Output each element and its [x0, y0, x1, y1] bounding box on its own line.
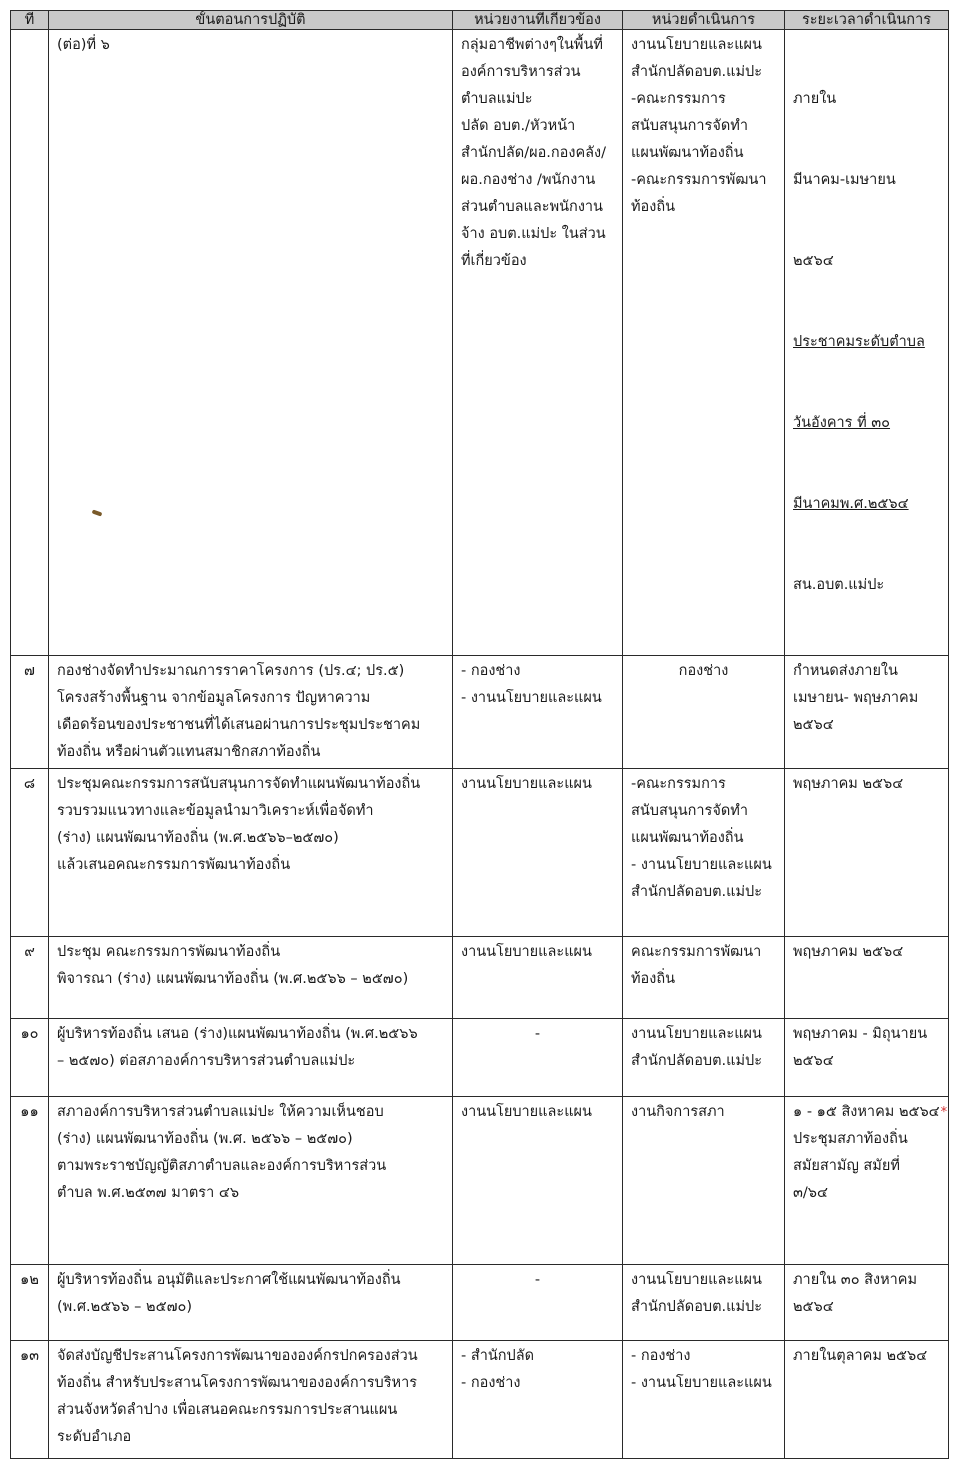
operator-line: งานนโยบายและแผน: [631, 1026, 762, 1042]
operator-line: งานนโยบายและแผน: [631, 37, 762, 53]
related-line: - สำนักปลัด: [461, 1348, 535, 1364]
step-cell: [49, 656, 453, 769]
period-cell: [785, 1097, 949, 1265]
step-line: ประชุมคณะกรรมการสนับสนุนการจัดทำแผนพัฒนาท้องถิ่น: [57, 776, 421, 792]
period-line: สมัยสามัญ สมัยที่: [793, 1158, 900, 1174]
header-row: [11, 11, 949, 30]
operator-line: แผนพัฒนาท้องถิ่น: [631, 145, 744, 161]
row-number: ๙: [11, 937, 49, 1019]
period-line: มีนาคม-เมษายน: [793, 172, 896, 188]
operator-line: งานนโยบายและแผน: [631, 1272, 762, 1288]
header-operator: หน่วยดำเนินการ: [623, 11, 785, 30]
operator-line: ท้องถิ่น: [631, 971, 676, 987]
step-cell: [49, 937, 453, 1019]
operator-line: -คณะกรรมการพัฒนา: [631, 172, 767, 188]
step-cell: [49, 1341, 453, 1459]
row-number: ๗: [11, 656, 49, 769]
step-line: ส่วนจังหวัดลำปาง เพื่อเสนอคณะกรรมการประสานแผน: [57, 1402, 398, 1418]
related-line: จ้าง อบต.แม่ปะ ในส่วน: [461, 226, 606, 242]
operator-line: สำนักปลัดอบต.แม่ปะ: [631, 1053, 763, 1069]
operator-line: สนับสนุนการจัดทำ: [631, 803, 748, 819]
schedule-table: [10, 10, 949, 1459]
period-line: ๒๕๖๔: [793, 1053, 834, 1069]
operator-line: -คณะกรรมการ: [631, 776, 726, 792]
step-cell: [49, 769, 453, 937]
period-line: ภายในตุลาคม ๒๕๖๔: [793, 1348, 928, 1364]
related-cell: [453, 1019, 623, 1097]
table-row: [11, 1265, 949, 1341]
step-cell: [49, 1265, 453, 1341]
period-line: สน.อบต.แม่ปะ: [793, 577, 885, 593]
row-number: ๘: [11, 769, 49, 937]
operator-line: แผนพัฒนาท้องถิ่น: [631, 830, 744, 846]
step-line: แล้วเสนอคณะกรรมการพัฒนาท้องถิ่น: [57, 857, 291, 873]
operator-cell: [623, 656, 785, 769]
operator-line: -คณะกรรมการ: [631, 91, 726, 107]
step-line: (ร่าง) แผนพัฒนาท้องถิ่น (พ.ศ. ๒๕๖๖ – ๒๕๗๐): [57, 1131, 353, 1147]
operator-line: - กองช่าง: [631, 1348, 691, 1364]
asterisk-mark: *: [940, 1105, 948, 1120]
period-line: พฤษภาคม ๒๕๖๔: [793, 944, 904, 960]
period-cell: [785, 656, 949, 769]
step-cell: [49, 30, 453, 656]
related-line: ผอ.กองช่าง /พนักงาน: [461, 172, 596, 188]
step-line: พิจารณา (ร่าง) แผนพัฒนาท้องถิ่น (พ.ศ.๒๕๖๖ – ๒๕๗๐): [57, 971, 409, 987]
operator-line: สำนักปลัดอบต.แม่ปะ: [631, 884, 763, 900]
period-cell: [785, 30, 949, 656]
period-line: มีนาคมพ.ศ.๒๕๖๔: [793, 496, 909, 512]
table-row: [11, 1019, 949, 1097]
related-line: ปลัด อบต./หัวหน้า: [461, 118, 576, 134]
operator-cell: [623, 937, 785, 1019]
operator-cell: [623, 1019, 785, 1097]
related-line: องค์การบริหารส่วน: [461, 64, 581, 80]
row-number: ๑๐: [11, 1019, 49, 1097]
operator-line: สำนักปลัดอบต.แม่ปะ: [631, 64, 763, 80]
period-line: ประชุมสภาท้องถิ่น: [793, 1131, 908, 1147]
period-cell: [785, 769, 949, 937]
step-cell: [49, 1097, 453, 1265]
header-no: ที่: [11, 11, 49, 30]
period-line: กำหนดส่งภายใน: [793, 663, 898, 679]
operator-cell: [623, 30, 785, 656]
related-line: - งานนโยบายและแผน: [461, 690, 602, 706]
related-cell: [453, 1097, 623, 1265]
step-cell: [49, 1019, 453, 1097]
operator-line: ท้องถิ่น: [631, 199, 676, 215]
related-line: งานนโยบายและแผน: [461, 1104, 592, 1120]
related-cell: [453, 1265, 623, 1341]
header-period: ระยะเวลาดำเนินการ: [785, 11, 949, 30]
related-line: งานนโยบายและแผน: [461, 776, 592, 792]
operator-line: - งานนโยบายและแผน: [631, 1375, 772, 1391]
related-cell: [453, 937, 623, 1019]
period-line: ประชาคมระดับตำบล: [793, 334, 925, 350]
step-line: (พ.ศ.๒๕๖๖ – ๒๕๗๐): [57, 1299, 192, 1315]
row-number: [11, 30, 49, 656]
step-line: เดือดร้อนของประชาชนที่ได้เสนอผ่านการประชุมประชาคม: [57, 717, 421, 733]
period-cell: [785, 1341, 949, 1459]
step-line: ระดับอำเภอ: [57, 1429, 132, 1445]
period-line: ภายใน ๓๐ สิงหาคม: [793, 1272, 918, 1288]
row-number: ๑๓: [11, 1341, 49, 1459]
step-line: ท้องถิ่น สำหรับประสานโครงการพัฒนาขององค์การบริหาร: [57, 1375, 418, 1391]
step-line: ตำบล พ.ศ.๒๕๓๗ มาตรา ๔๖: [57, 1185, 240, 1201]
operator-cell: [623, 1097, 785, 1265]
period-line: ๓/๖๔: [793, 1185, 828, 1201]
period-line: เมษายน- พฤษภาคม: [793, 690, 919, 706]
related-line: -: [534, 1272, 541, 1288]
table-row: [11, 656, 949, 769]
operator-line: สนับสนุนการจัดทำ: [631, 118, 748, 134]
period-line: [793, 1099, 948, 1126]
table-row: [11, 1341, 949, 1459]
operator-cell: [623, 1265, 785, 1341]
header-related: หน่วยงานที่เกี่ยวข้อง: [453, 11, 623, 30]
related-cell: [453, 769, 623, 937]
table-row: [11, 937, 949, 1019]
step-line: ประชุม คณะกรรมการพัฒนาท้องถิ่น: [57, 944, 281, 960]
row-number: ๑๑: [11, 1097, 49, 1265]
related-line: -: [534, 1026, 541, 1042]
period-cell: [785, 1265, 949, 1341]
operator-line: คณะกรรมการพัฒนา: [631, 944, 762, 960]
step-line: ตามพระราชบัญญัติสภาตำบลและองค์การบริหารส่วน: [57, 1158, 387, 1174]
step-line: จัดส่งบัญชีประสานโครงการพัฒนาขององค์กรปกครองส่วน: [57, 1348, 418, 1364]
period-line: ๒๕๖๔: [793, 717, 834, 733]
related-cell: [453, 30, 623, 656]
step-line: โครงสร้างพื้นฐาน จากข้อมูลโครงการ ปัญหาความ: [57, 690, 371, 706]
related-line: ส่วนตำบลและพนักงาน: [461, 199, 603, 215]
step-line: รวบรวมแนวทางและข้อมูลนำมาวิเคราะห์เพื่อจัดทำ: [57, 803, 374, 819]
period-line: วันอังคาร ที่ ๓๐: [793, 415, 891, 431]
header-step: ขั้นตอนการปฏิบัติ: [49, 11, 453, 30]
related-cell: [453, 656, 623, 769]
period-text: ๑ - ๑๕ สิงหาคม ๒๕๖๔: [793, 1104, 940, 1120]
related-line: - กองช่าง: [461, 663, 521, 679]
step-line: (ร่าง) แผนพัฒนาท้องถิ่น (พ.ศ.๒๕๖๖–๒๕๗๐): [57, 830, 339, 846]
table-row: [11, 1097, 949, 1265]
step-line: (ต่อ)ที่ ๖: [57, 37, 110, 53]
related-line: - กองช่าง: [461, 1375, 521, 1391]
step-line: ท้องถิ่น หรือผ่านตัวแทนสมาชิกสภาท้องถิ่น: [57, 744, 321, 760]
related-line: งานนโยบายและแผน: [461, 944, 592, 960]
period-cell: [785, 937, 949, 1019]
step-line: สภาองค์การบริหารส่วนตำบลแม่ปะ ให้ความเห็นชอบ: [57, 1104, 384, 1120]
related-cell: [453, 1341, 623, 1459]
row-number: ๑๒: [11, 1265, 49, 1341]
related-line: ตำบลแม่ปะ: [461, 91, 533, 107]
period-line: พฤษภาคม - มิถุนายน: [793, 1026, 928, 1042]
period-cell: [785, 1019, 949, 1097]
operator-line: สำนักปลัดอบต.แม่ปะ: [631, 1299, 763, 1315]
period-line: ภายใน: [793, 91, 837, 107]
period-line: พฤษภาคม ๒๕๖๔: [793, 776, 904, 792]
related-line: ที่เกี่ยวข้อง: [461, 253, 527, 269]
table-row: [11, 30, 949, 656]
table-row: [11, 769, 949, 937]
step-line: – ๒๕๗๐) ต่อสภาองค์การบริหารส่วนตำบลแม่ปะ: [57, 1053, 356, 1069]
step-line: กองช่างจัดทำประมาณการราคาโครงการ (ปร.๔; ปร.๕): [57, 663, 405, 679]
period-line: ๒๕๖๔: [793, 1299, 834, 1315]
operator-cell: [623, 1341, 785, 1459]
related-line: สำนักปลัด/ผอ.กองคลัง/: [461, 145, 607, 161]
operator-line: กองช่าง: [678, 663, 729, 679]
operator-cell: [623, 769, 785, 937]
operator-line: งานกิจการสภา: [631, 1104, 725, 1120]
step-line: ผู้บริหารท้องถิ่น เสนอ (ร่าง)แผนพัฒนาท้องถิ่น (พ.ศ.๒๕๖๖: [57, 1026, 418, 1042]
period-line: ๒๕๖๔: [793, 253, 834, 269]
operator-line: - งานนโยบายและแผน: [631, 857, 772, 873]
related-line: กลุ่มอาชีพต่างๆในพื้นที่: [461, 37, 603, 53]
step-line: ผู้บริหารท้องถิ่น อนุมัติและประกาศใช้แผนพัฒนาท้องถิ่น: [57, 1272, 401, 1288]
